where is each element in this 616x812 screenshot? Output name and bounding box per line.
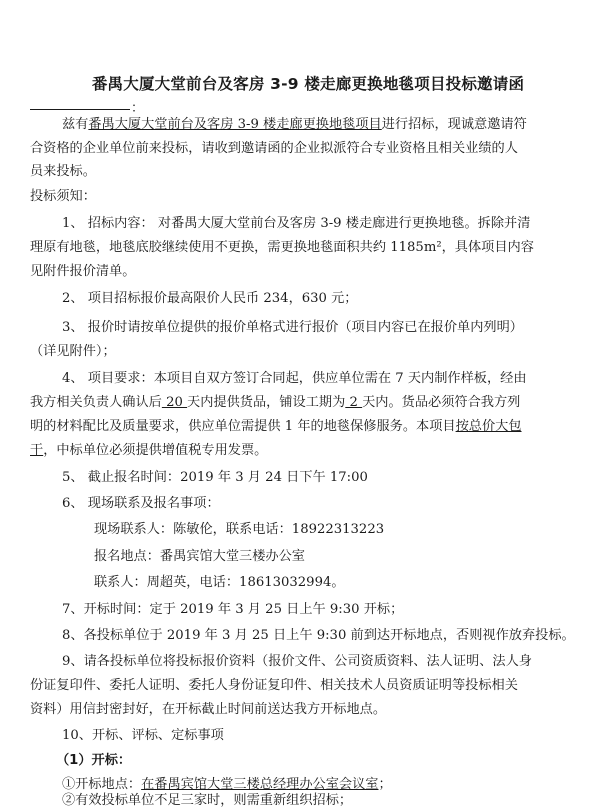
item3-line-2: （详见附件）； (30, 344, 116, 359)
document-title: 番禺大厦大堂前台及客房 3-9 楼走廊更换地毯项目投标邀请函 (91, 75, 525, 93)
opening-location-end: ； (378, 777, 392, 792)
recipient-colon: ： (131, 101, 145, 116)
item9-line-1: 9、请各投标单位将投标报价资料（报价文件、公司资质资料、法人证明、法人身 (62, 654, 532, 669)
notice-heading: 投标须知： (30, 189, 96, 204)
item1-line-3: 见附件报价清单。 (30, 264, 136, 279)
item4-line-1: 4、 项目要求：本项目自双方签订合同起，供应单位需在 7 天内制作样板，经由 (62, 371, 527, 386)
project-name: 番禺大厦大堂前台及客房 3-9 楼走廊更换地毯项目 (88, 117, 382, 132)
intro-suffix: 进行招标，现诚意邀请符 (381, 117, 527, 132)
intro-line-1 (62, 115, 527, 135)
item7: 7、开标时间：定于 2019 年 3 月 25 日上午 9:30 开标； (62, 602, 404, 617)
opening-location-label: ①开标地点： (62, 777, 142, 792)
item10: 10、开标、评标、定标事项 (62, 728, 224, 743)
install-days: 2 (345, 395, 363, 410)
intro-line-2: 合资格的企业单位前来投标，请收到邀请函的企业拟派符合专业资格且相关业绩的人 (30, 141, 518, 156)
item4-line-3 (30, 417, 522, 437)
opening-location-value: 在番禺宾馆大堂三楼总经理办公室会议室 (141, 777, 379, 792)
site-contact: 现场联系人：陈敏伦，联系电话：18922313223 (94, 522, 385, 537)
item8: 8、各投标单位于 2019 年 3 月 25 日上午 9:30 前到达开标地点，否则视作放弃投标。 (62, 628, 575, 643)
registration-address: 报名地点：番禺宾馆大堂三楼办公室 (94, 549, 305, 564)
item4-line-2-prefix: 我方相关负责人确认后 (30, 395, 162, 410)
item4-line-2-suffix: 天内。货品必须符合我方列 (362, 395, 521, 410)
item6-heading: 6、 现场联系及报名事项： (62, 496, 220, 511)
item1-line-2: 理原有地毯，地毯底胶继续使用不更换，需更换地毯面积共约 1185m²，具体项目内容 (30, 240, 534, 255)
item1-line-1: 1、 招标内容： 对番禺大厦大堂前台及客房 3-9 楼走廊进行更换地毯。拆除并清 (62, 216, 531, 231)
item2: 2、 项目招标报价最高限价人民币 234，630 元； (62, 291, 358, 306)
item4-line-3-prefix: 明的材料配比及质量要求，供应单位需提供 1 年的地毯保修服务。本项目 (30, 419, 456, 434)
item4-line-4-suffix: ，中标单位必须提供增值税专用发票。 (43, 443, 268, 458)
item4-line-4 (30, 441, 267, 461)
item9-line-2: 份证复印件、委托人证明、委托人身份证复印件、相关技术人员资质证明等投标相关 (30, 678, 518, 693)
recipient-blank (30, 95, 130, 110)
item4-line-2 (30, 393, 520, 413)
intro-line-3: 员来投标。 (30, 164, 96, 179)
registration-contact: 联系人：周超英，电话：18613032994。 (94, 575, 345, 590)
item5: 5、 截止报名时间：2019 年 3 月 24 日下午 17:00 (62, 470, 368, 485)
lump-sum-term: 按总价大包 (455, 419, 522, 434)
item9-line-3: 资料）用信封密封好，在开标截止时间前送达我方开标地点。 (30, 702, 387, 717)
sub-heading-opening: （1）开标： (56, 753, 132, 768)
intro-prefix: 兹有 (62, 117, 89, 132)
delivery-days: 20 (161, 395, 188, 410)
retender-rule: ②有效投标单位不足三家时，则需重新组织招标； (62, 793, 353, 808)
item3-line-1: 3、 报价时请按单位提供的报价单格式进行报价（项目内容已在报价单内列明） (62, 320, 523, 335)
item4-line-2-middle: 天内提供货品，铺设工期为 (187, 395, 346, 410)
lump-sum-term-end: 干 (30, 443, 44, 458)
